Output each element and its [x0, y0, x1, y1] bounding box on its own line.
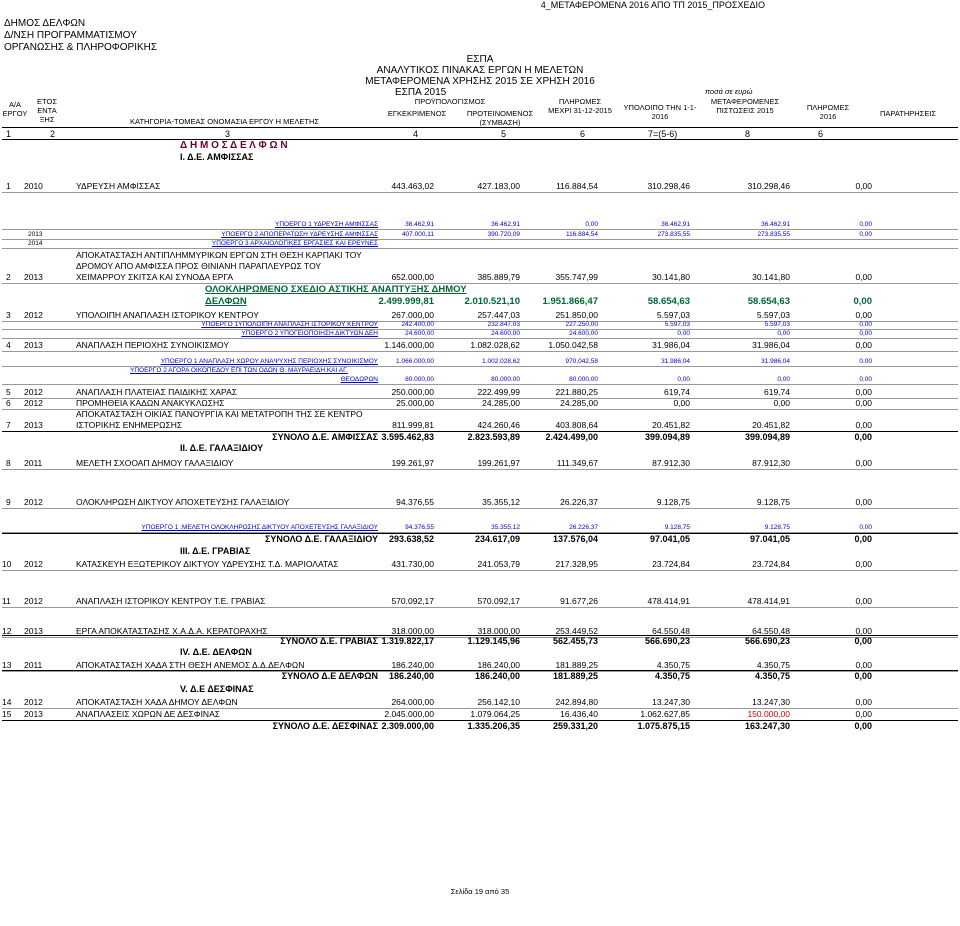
- row-value: 478.414,91: [647, 596, 690, 606]
- col-header-title: ΚΑΤΗΓΟΡΙΑ-ΤΟΜΕΑΣ ΟΝΟΜΑΣΙΑ ΕΡΓΟΥ Η ΜΕΛΕΤΗΣ: [130, 117, 320, 126]
- row-year: 2012: [24, 310, 43, 320]
- row-aa: 8: [6, 458, 11, 468]
- row-value: 0,00: [859, 358, 872, 365]
- col-header-transferred: ΜΕΤΑΦΕΡΟΜΕΝΕΣ ΠΙΣΤΩΣΕΙΣ 2015: [710, 97, 780, 115]
- row-value: 1.066.000,00: [396, 358, 434, 365]
- row-value: 0,00: [855, 660, 872, 670]
- row-value: 26.226,37: [560, 497, 598, 507]
- col-header-remaining: ΥΠΟΛΟΙΠΟ ΤΗΝ 1-1-2016: [623, 103, 697, 121]
- row-year: 2011: [24, 660, 43, 670]
- row-value: 217.328,95: [555, 559, 598, 569]
- row-project-title: ΟΛΟΚΛΗΡΩΣΗ ΔΙΚΤΥΟΥ ΑΠΟΧΕΤΕΥΣΗΣ ΓΑΛΑΞΙΔΙΟΥ: [76, 497, 290, 507]
- row-value: 24.285,00: [560, 398, 598, 408]
- row-value: 26.226,37: [569, 524, 598, 531]
- row-rule: [2, 338, 958, 339]
- total-value: 2.424.499,00: [545, 432, 598, 442]
- total-value: 4.350,75: [754, 671, 790, 681]
- row-value: 0,00: [855, 596, 872, 606]
- row-value: 403.808,64: [555, 420, 598, 430]
- row-value: 30.141,80: [652, 272, 690, 282]
- total-rule: [2, 431, 958, 432]
- row-subproject-title: ΥΠΟΕΡΓΟ 1 ΑΝΑΠΛΑΣΗ ΧΩΡΟΥ ΑΝΑΨΥΧΗΣ ΠΕΡΙΟΧΗΣ ΣΥΝΟΙΚΙΣΜΟΥ: [160, 358, 378, 365]
- header-rule: [2, 127, 958, 128]
- row-value: 242.894,80: [555, 697, 598, 707]
- row-value: 257.447,03: [477, 310, 520, 320]
- row-value: 424.260,46: [477, 420, 520, 430]
- row-value: 0,00: [859, 221, 872, 228]
- row-value: 91.677,26: [560, 596, 598, 606]
- row-value: 431.730,00: [391, 559, 434, 569]
- row-value: 36.462,91: [761, 221, 790, 228]
- total-rule: [2, 533, 958, 534]
- total-value: 399.094,89: [744, 432, 790, 442]
- row-aa: 15: [2, 709, 12, 719]
- units-note: ποσά σε ευρώ: [705, 87, 753, 96]
- row-value: 181.889,25: [555, 660, 598, 670]
- row-value: 0,00: [855, 697, 872, 707]
- row-value: 1.050.042,58: [548, 340, 598, 350]
- highlight-value: 2.499.999,81: [378, 296, 434, 307]
- row-value: 253.449,52: [555, 626, 598, 636]
- row-value: 111.349,67: [556, 458, 598, 468]
- row-subproject-title: ΥΠΟΕΡΓΟ 1ΥΠΟΛΟΙΠΗ ΑΝΑΠΛΑΣΗ ΙΣΤΟΡΙΚΟΥ ΚΕΝΤΡΟΥ: [201, 321, 378, 328]
- total-label: ΣΥΝΟΛΟ Δ.Ε. ΔΕΣΦΙΝΑΣ: [272, 721, 378, 731]
- colnum-8: 8: [745, 129, 751, 139]
- row-value: 242.400,00: [401, 321, 434, 328]
- row-value: 0,00: [855, 272, 872, 282]
- total-rule: [2, 670, 958, 671]
- row-value: 310.298,46: [647, 181, 690, 191]
- sheet-title: 4_ΜΕΤΑΦΕΡΟΜΕΝΑ 2016 ΑΠΟ ΤΠ 2015_ΠΡΟΣΧΕΔΙΟ: [540, 0, 765, 10]
- row-value: 0,00: [677, 376, 690, 383]
- row-project-title: ΥΠΟΛΟΙΠΗ ΑΝΑΠΛΑΣΗ ΙΣΤΟΡΙΚΟΥ ΚΕΝΤΡΟΥ: [76, 310, 259, 320]
- total-value: 0,00: [854, 432, 872, 442]
- row-rule: [2, 248, 958, 249]
- row-value: 64.550,48: [652, 626, 690, 636]
- row-project-title: ΑΠΟΚΑΤΑΣΤΑΣΗ ΧΑΔΑ ΣΤΗ ΘΕΣΗ ΑΝΕΜΟΣ Δ.Δ.ΔΕΛΦΩΝ: [76, 660, 305, 670]
- row-rule: [2, 192, 958, 193]
- row-project-title: ΠΡΟΜΗΘΕΙΑ ΚΑΔΩΝ ΑΝΑΚΥΚΛΩΣΗΣ: [76, 398, 225, 408]
- row-value: 970.042,58: [565, 358, 598, 365]
- row-year: 2013: [28, 231, 43, 238]
- row-value: 16.436,40: [560, 709, 598, 719]
- row-value: 478.414,91: [747, 596, 790, 606]
- total-value: 1.335.206,35: [467, 721, 520, 731]
- row-value: 30.141,80: [752, 272, 790, 282]
- row-aa: 12: [2, 626, 12, 636]
- row-value: 31.986,04: [661, 358, 690, 365]
- total-value: 0,00: [854, 671, 872, 681]
- row-rule: [2, 469, 958, 470]
- row-aa: 11: [2, 596, 11, 606]
- row-value: 4.350,75: [756, 660, 790, 670]
- highlight-value: 58.654,63: [647, 296, 690, 307]
- row-year: 2013: [24, 709, 43, 719]
- highlight-value: 2.010.521,10: [464, 296, 520, 307]
- row-value: 385.889,79: [477, 272, 520, 282]
- total-rule: [2, 635, 958, 636]
- row-value: 0,00: [855, 420, 872, 430]
- row-year: 2012: [24, 596, 43, 606]
- highlight-label-2: ΔΕΛΦΩΝ: [205, 296, 247, 307]
- row-value: 31.986,04: [752, 340, 790, 350]
- row-value: 0,00: [585, 221, 598, 228]
- row-value: 2.045.000,00: [384, 709, 434, 719]
- row-value: 0,00: [773, 398, 790, 408]
- total-value: 186.240,00: [388, 671, 434, 681]
- row-year: 2013: [24, 420, 43, 430]
- title-table: ΑΝΑΛΥΤΙΚΟΣ ΠΙΝΑΚΑΣ ΕΡΓΩΝ Η ΜΕΛΕΤΩΝ: [376, 65, 584, 76]
- row-project-title: ΧΕΙΜΑΡΡΟΥ ΣΚΙΤΣΑ ΚΑΙ ΣΥΝΟΔΑ ΕΡΓΑ: [76, 272, 234, 282]
- org-line-2: Δ/ΝΣΗ ΠΡΟΓΡΑΜΜΑΤΙΣΜΟΥ: [4, 30, 137, 41]
- row4-sub2-title: ΥΠΟΕΡΓΟ 2 ΑΓΟΡΑ ΟΙΚΟΠΕΔΟΥ ΕΠΙ ΤΩΝ ΟΔΩΝ Θ. ΜΑΥΡΑΕΙΔΗ ΚΑΙ ΑΓ.: [130, 367, 348, 374]
- row-value: 5.597,03: [656, 310, 690, 320]
- row-value: 24.285,00: [482, 398, 520, 408]
- row-value: 427.183,00: [477, 181, 520, 191]
- row-value: 0,00: [777, 330, 790, 337]
- colnum-3: 3: [225, 129, 231, 139]
- total-value: 163.247,30: [744, 721, 790, 731]
- row-value: 9.128,75: [764, 524, 790, 531]
- total-value: 186.240,00: [474, 671, 520, 681]
- section-galaxidi: ΙΙ. Δ.Ε. ΓΑΛΑΞΙΔΙΟΥ: [180, 443, 264, 453]
- row-value: 570.092,17: [391, 596, 434, 606]
- colnum-rule: [2, 139, 958, 140]
- row-value: 811.999,81: [392, 420, 434, 430]
- row-value: 318.000,00: [391, 626, 434, 636]
- row-value: 390.720,09: [487, 231, 520, 238]
- row-rule: [2, 607, 958, 608]
- row-value: 619,74: [664, 387, 690, 397]
- row-year: 2012: [24, 398, 43, 408]
- col-header-etos: ΕΤΟΣ ΕΝΤΑ ΞΗΣ: [37, 97, 57, 124]
- col-header-paid: ΠΛΗΡΩΜΕΣ ΜΕΧΡΙ 31-12-2015: [548, 97, 612, 115]
- row-year: 2014: [28, 240, 43, 247]
- row-value: 186.240,00: [477, 660, 520, 670]
- colnum-2: 2: [50, 129, 56, 139]
- row-value: 1.002.028,62: [482, 358, 520, 365]
- total-value: 97.041,05: [649, 534, 690, 544]
- total-label: ΣΥΝΟΛΟ Δ.Ε. ΓΡΑΒΙΑΣ: [280, 636, 378, 646]
- row-value: 256.142,10: [477, 697, 520, 707]
- row-value: 64.550,48: [752, 626, 790, 636]
- row-aa: 6: [6, 398, 11, 408]
- row-value: 80.000,00: [569, 376, 598, 383]
- total-value: 1.129.145,96: [467, 636, 520, 646]
- row-year: 2010: [24, 181, 43, 191]
- row-year: 2011: [24, 458, 43, 468]
- col-header-proposed: ΠΡΟΤΕΙΝΟΜΕΝΟΣ (ΣΥΜΒΑΣΗ): [466, 109, 534, 127]
- row-rule: [2, 239, 958, 240]
- row-value: 94.376,55: [396, 497, 434, 507]
- row-aa: 10: [2, 559, 12, 569]
- row-value: 1.079.064,25: [470, 709, 520, 719]
- row-rule: [2, 321, 958, 322]
- row-aa: 13: [2, 660, 12, 670]
- row-value: 36.462,91: [405, 221, 434, 228]
- row2-title-line2: ΔΡΟΜΟΥ ΑΠΟ ΑΜΦΙΣΣΑ ΠΡΟΣ ΘΙΝΙΑΝΗ ΠΑΡΑΠΛΕΥΡΩΣ ΤΟΥ: [76, 261, 322, 271]
- row-value: 251.850,00: [555, 310, 598, 320]
- row-value: 1.082.028,62: [470, 340, 520, 350]
- row-rule: [2, 508, 958, 509]
- colnum-5: 5: [501, 129, 507, 139]
- total-value: 1.319.822,17: [381, 636, 434, 646]
- row-value: 267.000,00: [391, 310, 434, 320]
- row-value: 25.000,00: [396, 398, 434, 408]
- row-project-title: ΑΠΟΚΑΤΑΣΤΑΣΗ ΧΑΔΑ ΔΗΜΟΥ ΔΕΛΦΩΝ: [76, 697, 238, 707]
- col-header-approved: ΕΓΚΕΚΡΙΜΕΝΟΣ: [387, 109, 447, 118]
- total-value: 259.331,20: [552, 721, 598, 731]
- row-value: 222.499,99: [477, 387, 520, 397]
- row-value: 264.000,00: [391, 697, 434, 707]
- row-aa: 1: [6, 181, 11, 191]
- row-value: 0,00: [855, 340, 872, 350]
- row-value: 116.884,54: [565, 231, 598, 238]
- total-label: ΣΥΝΟΛΟ Δ.Ε. ΑΜΦΙΣΣΑΣ: [272, 432, 378, 442]
- total-value: 234.617,09: [474, 534, 520, 544]
- row-value: 1.062.627,85: [640, 709, 690, 719]
- row-value: 0,00: [855, 458, 872, 468]
- total-value: 2.823.593,89: [467, 432, 520, 442]
- colnum-4: 4: [413, 129, 419, 139]
- total-value: 566.690,23: [644, 636, 690, 646]
- row-value: 0,00: [855, 626, 872, 636]
- row-value: 570.092,17: [477, 596, 520, 606]
- row-value: 0,00: [855, 497, 872, 507]
- row-rule: [2, 351, 958, 352]
- row-value: 0,00: [859, 321, 872, 328]
- row-value: 619,74: [764, 387, 790, 397]
- row-value: 0,00: [859, 524, 872, 531]
- row-value: 35.355,12: [482, 497, 520, 507]
- row-value: 20.451,82: [752, 420, 790, 430]
- row-value: 116.884,54: [556, 181, 598, 191]
- row-value: 31.986,04: [761, 358, 790, 365]
- section-municipality: Δ Η Μ Ο Σ Δ Ε Λ Φ Ω Ν: [180, 140, 288, 151]
- total-value: 562.455,73: [552, 636, 598, 646]
- row-value: 221.880,25: [555, 387, 598, 397]
- row-value: 94.376,55: [405, 524, 434, 531]
- row-project-title: ΚΑΤΑΣΚΕΥΗ ΕΞΩΤΕΡΙΚΟΥ ΔΙΚΤΥΟΥ ΥΔΡΕΥΣΗΣ Τ.Δ. ΜΑΡΙΟΛΑΤΑΣ: [76, 559, 339, 569]
- total-value: 2.309.000,00: [381, 721, 434, 731]
- row-value: 150.000,00: [747, 709, 790, 719]
- highlight-value: 0,00: [853, 296, 872, 307]
- row-year: 2012: [24, 497, 43, 507]
- title-transfer: ΜΕΤΑΦΕΡΟΜΕΝΑ ΧΡΗΣΗΣ 2015 ΣΕ ΧΡΗΣΗ 2016: [365, 76, 595, 87]
- total-value: 0,00: [854, 721, 872, 731]
- row-value: 443.463,02: [391, 181, 434, 191]
- row-value: 80.000,00: [491, 376, 520, 383]
- row-subproject-title: ΥΠΟΕΡΓΟ 1 :ΜΕΛΕΤΗ ΟΛΟΚΛΗΡΩΣΗΣ ΔΙΚΤΥΟΥ ΑΠΟΧΕΤΕΥΣΗΣ ΓΑΛΑΞΙΔΙΟΥ: [141, 524, 378, 531]
- total-value: 0,00: [854, 534, 872, 544]
- row-year: 2013: [24, 626, 43, 636]
- row-value: 36.462,91: [491, 221, 520, 228]
- row-value: 0,00: [777, 376, 790, 383]
- total-value: 0,00: [854, 636, 872, 646]
- org-line-3: ΟΡΓΑΝΩΣΗΣ & ΠΛΗΡΟΦΟΡΙΚΗΣ: [4, 42, 158, 53]
- row-project-title: ΜΕΛΕΤΗ ΣΧΟΟΑΠ ΔΗΜΟΥ ΓΑΛΑΞΙΔΙΟΥ: [76, 458, 234, 468]
- total-value: 1.075.875,15: [637, 721, 690, 731]
- section-delfon: IV. Δ.Ε. ΔΕΛΦΩΝ: [180, 647, 252, 657]
- row-subproject-title: ΥΠΟΕΡΓΟ 3 ΑΡΧΑΙΟΛΟΓΙΚΕΣ ΕΡΓΑΣΙΕΣ ΚΑΙ ΕΡΕΥΝΕΣ: [211, 240, 378, 247]
- row-rule: [2, 329, 958, 330]
- row-value: 0,00: [855, 398, 872, 408]
- row-value: 0,00: [859, 330, 872, 337]
- row2-title-line1: ΑΠΟΚΑΤΑΣΤΑΣΗ ΑΝΤΙΠΛΗΜΜΥΡΙΚΩΝ ΕΡΓΩΝ ΣΤΗ ΘΕΣΗ ΚΑΡΠΑΚΙ ΤΟΥ: [76, 250, 362, 260]
- row-value: 355.747,99: [555, 272, 598, 282]
- title-espa: ΕΣΠΑ: [466, 54, 494, 65]
- org-line-1: ΔΗΜΟΣ ΔΕΛΦΩΝ: [4, 18, 86, 29]
- page-footer: Σελίδα 19 από 35: [450, 887, 510, 896]
- row-aa: 3: [6, 310, 11, 320]
- row-value: 24.600,00: [491, 330, 520, 337]
- col-header-aa: Α/Α ΕΡΓΟΥ: [2, 100, 28, 118]
- row-value: 250.000,00: [391, 387, 434, 397]
- row-aa: 9: [6, 497, 11, 507]
- row-aa: 7: [6, 420, 11, 430]
- row-value: 9.128,75: [656, 497, 690, 507]
- total-value: 97.041,05: [749, 534, 790, 544]
- row-value: 0,00: [855, 310, 872, 320]
- row-year: 2012: [24, 559, 43, 569]
- total-value: 293.638,52: [388, 534, 434, 544]
- row-value: 199.261,97: [391, 458, 434, 468]
- row-value: 9.128,75: [756, 497, 790, 507]
- total-label: ΣΥΝΟΛΟ Δ.Ε ΔΕΛΦΩΝ: [281, 671, 378, 681]
- section-desfina: V. Δ.Ε ΔΕΣΦΙΝΑΣ: [180, 684, 254, 694]
- row-value: 13.247,30: [752, 697, 790, 707]
- row-year: 2012: [24, 697, 43, 707]
- row-value: 273.835,55: [657, 231, 690, 238]
- row-value: 5.597,03: [764, 321, 790, 328]
- row-value: 241.053,79: [477, 559, 520, 569]
- col-header-notes: ΠΑΡΑΤΗΡΗΣΕΙΣ: [879, 109, 937, 118]
- row-value: 13.247,30: [652, 697, 690, 707]
- section-gravia: ΙΙΙ. Δ.Ε. ΓΡΑΒΙΑΣ: [180, 546, 251, 556]
- colnum-1: 1: [6, 129, 12, 139]
- row-value: 24.600,00: [405, 330, 434, 337]
- row-value: 652.000,00: [391, 272, 434, 282]
- row-rule: [2, 229, 958, 230]
- highlight-value: 1.951.866,47: [542, 296, 598, 307]
- total-value: 181.889,25: [552, 671, 598, 681]
- row-rule: [2, 384, 958, 385]
- row-value: 232.847,03: [487, 321, 520, 328]
- row-project-title: ΥΔΡΕΥΣΗ ΑΜΦΙΣΣΑΣ: [76, 181, 161, 191]
- row-value: 0,00: [855, 709, 872, 719]
- row-value: 0,00: [855, 387, 872, 397]
- row-value: 5.597,03: [756, 310, 790, 320]
- row-value: 273.835,55: [757, 231, 790, 238]
- row-project-title: ΑΝΑΠΛΑΣΗ ΠΕΡΙΟΧΗΣ ΣΥΝΟΙΚΙΣΜΟΥ: [76, 340, 229, 350]
- row-year: 2012: [24, 387, 43, 397]
- colnum-9: 6: [818, 129, 824, 139]
- row-project-title: ΑΝΑΠΛΑΣΗ ΠΛΑΤΕΙΑΣ ΠΑΙΔΙΚΗΣ ΧΑΡΑΣ: [76, 387, 238, 397]
- row-value: 20.451,82: [652, 420, 690, 430]
- total-value: 399.094,89: [644, 432, 690, 442]
- row-value: 31.986,04: [652, 340, 690, 350]
- row-value: 5.597,03: [664, 321, 690, 328]
- row-project-title: ΕΡΓΑ ΑΠΟΚΑΤΑΣΤΑΣΗΣ Χ.Α.Δ.Α. ΚΕΡΑΤΟΡΑΧΗΣ: [76, 626, 268, 636]
- row-value: 0,00: [673, 398, 690, 408]
- row-subproject-title: ΥΠΟΕΡΓΟ 1 ΥΔΡΕΥΣΗ ΑΜΦΙΣΣΑΣ: [275, 221, 378, 228]
- row-value: 87.912,30: [652, 458, 690, 468]
- row-value: 227.250,00: [565, 321, 598, 328]
- row-value: 199.261,97: [477, 458, 520, 468]
- row-value: 4.350,75: [656, 660, 690, 670]
- row-value: 1.146.000,00: [384, 340, 434, 350]
- row-value: 23.724,84: [652, 559, 690, 569]
- row-aa: 14: [2, 697, 12, 707]
- row-year: 2013: [24, 272, 43, 282]
- row-value: 80.000,00: [405, 376, 434, 383]
- col-header-pay2016: ΠΛΗΡΩΜΕΣ 2016: [806, 103, 850, 121]
- row-aa: 2: [6, 272, 11, 282]
- row-value: 0,00: [855, 181, 872, 191]
- col-header-budget: ΠΡΟΫΠΟΛΟΓΙΣΜΟΣ: [414, 97, 486, 106]
- row-value: 0,00: [677, 330, 690, 337]
- row-subproject-title: ΥΠΟΕΡΓΟ 2 ΥΠΟΓΕΙΟΠΟΙΗΣΗ ΔΙΚΤΥΩΝ ΔΕΗ: [241, 330, 378, 337]
- row-value: 310.298,46: [747, 181, 790, 191]
- row7-title-line1: ΑΠΟΚΑΤΑΣΤΑΣΗ ΟΙΚΙΑΣ ΠΑΝΟΥΡΓΙΑ ΚΑΙ ΜΕΤΑΤΡΟΠΗ ΤΗΣ ΣΕ ΚΕΝΤΡΟ: [76, 409, 363, 419]
- row-subproject-title: ΘΕΟΔΩΡΩΝ: [340, 376, 378, 383]
- title-espa-2015: ΕΣΠΑ 2015: [395, 87, 447, 98]
- total-value: 137.576,04: [552, 534, 598, 544]
- row-aa: 4: [6, 340, 11, 350]
- row-subproject-title: ΥΠΟΕΡΓΟ 2 ΑΠΟΠΕΡΑΤΩΣΗ ΥΔΡΕΥΣΗΣ ΑΜΦΙΣΣΑΣ: [221, 231, 378, 238]
- row-value: 87.912,30: [752, 458, 790, 468]
- colnum-7: 7=(5-6): [648, 129, 678, 139]
- highlight-value: 58.654,63: [747, 296, 790, 307]
- row-value: 0,00: [859, 231, 872, 238]
- row-project-title: ΑΝΑΠΛΑΣΕΙΣ ΧΩΡΩΝ ΔΕ ΔΕΣΦΙΝΑΣ: [76, 709, 220, 719]
- row-project-title: ΙΣΤΟΡΙΚΗΣ ΕΝΗΜΕΡΩΣΗΣ: [76, 420, 183, 430]
- total-label: ΣΥΝΟΛΟ Δ.Ε. ΓΑΛΑΞΙΔΙΟΥ: [264, 534, 378, 544]
- row-value: 186.240,00: [391, 660, 434, 670]
- row-rule: [2, 283, 958, 284]
- row-project-title: ΑΝΑΠΛΑΣΗ ΙΣΤΟΡΙΚΟΥ ΚΕΝΤΡΟΥ Τ.Ε. ΓΡΑΒΙΑΣ: [76, 596, 266, 606]
- row-value: 0,00: [859, 376, 872, 383]
- row-value: 318.000,00: [477, 626, 520, 636]
- row-aa: 5: [6, 387, 11, 397]
- row-value: 0,00: [855, 559, 872, 569]
- highlight-label-1: ΟΛΟΚΛΗΡΩΜΕΝΟ ΣΧΕΔΙΟ ΑΣΤΙΚΗΣ ΑΝΑΠΤΥΞΗΣ ΔΗΜΟΥ: [205, 284, 467, 295]
- row-value: 35.355,12: [491, 524, 520, 531]
- section-amfissa: Ι. Δ.Ε. ΑΜΦΙΣΣΑΣ: [180, 152, 254, 162]
- row-value: 9.128,75: [664, 524, 690, 531]
- total-value: 3.595.462,83: [381, 432, 434, 442]
- total-value: 566.690,23: [744, 636, 790, 646]
- row-value: 407.000,11: [401, 231, 434, 238]
- row-year: 2013: [24, 340, 43, 350]
- colnum-6: 6: [580, 129, 586, 139]
- total-value: 4.350,75: [654, 671, 690, 681]
- row-rule: [2, 570, 958, 571]
- row-value: 23.724,84: [752, 559, 790, 569]
- row-value: 36.462,91: [661, 221, 690, 228]
- total-rule: [2, 720, 958, 721]
- row-value: 24.600,00: [569, 330, 598, 337]
